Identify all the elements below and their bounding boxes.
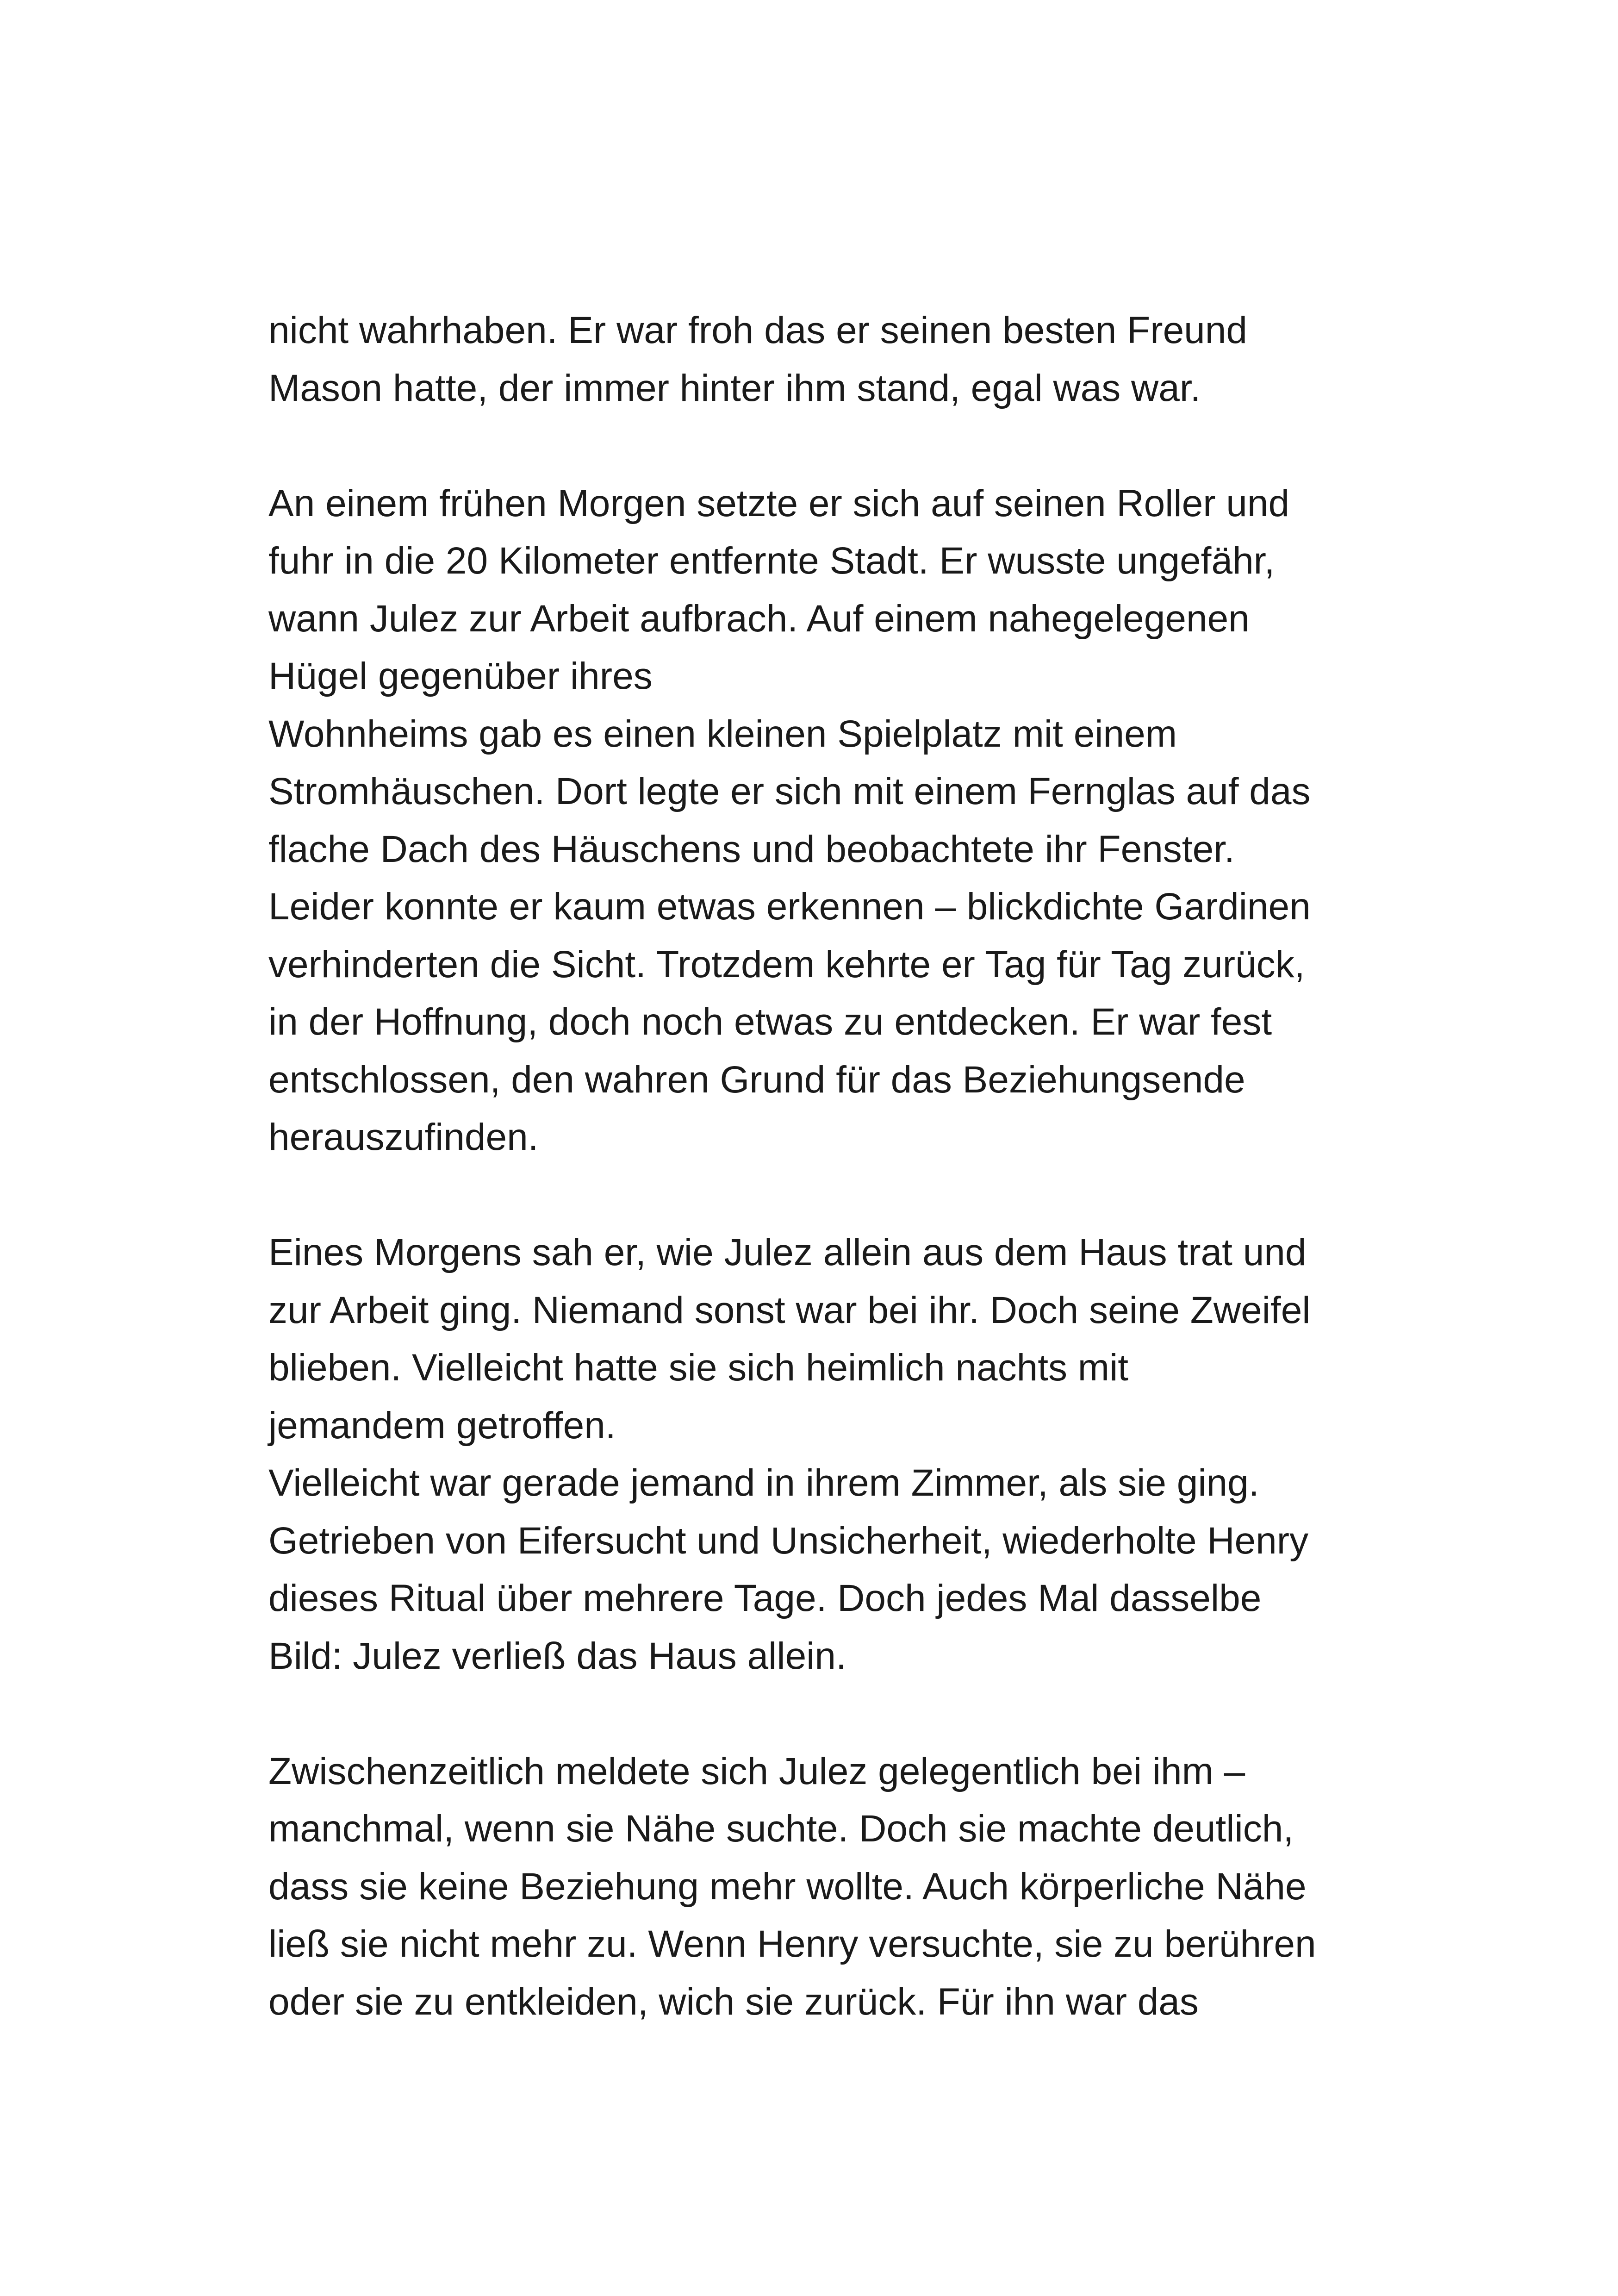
text-line: Hügel gegenüber ihres — [268, 655, 653, 697]
paragraph-spacer — [268, 1167, 1435, 1224]
text-line: Vielleicht war gerade jemand in ihrem Zimmer, als sie ging. — [268, 1462, 1259, 1504]
text-line: blieben. Vielleicht hatte sie sich heimlich nachts mit — [268, 1347, 1129, 1389]
text-line: entschlossen, den wahren Grund für das Beziehungsende — [268, 1058, 1245, 1101]
text-body — [268, 302, 1435, 2031]
paragraph-1 — [268, 302, 1435, 417]
text-line: in der Hoffnung, doch noch etwas zu entdecken. Er war fest — [268, 1001, 1272, 1043]
text-line: ließ sie nicht mehr zu. Wenn Henry versuchte, sie zu berühren — [268, 1923, 1316, 1965]
text-line: Mason hatte, der immer hinter ihm stand, egal was war. — [268, 367, 1201, 409]
text-line: flache Dach des Häuschens und beobachtete ihr Fenster. — [268, 828, 1235, 870]
text-line: manchmal, wenn sie Nähe suchte. Doch sie machte deutlich, — [268, 1808, 1294, 1850]
text-line: dass sie keine Beziehung mehr wollte. Auch körperliche Nähe — [268, 1865, 1307, 1908]
text-line: jemandem getroffen. — [268, 1404, 616, 1447]
text-line: Wohnheims gab es einen kleinen Spielplatz mit einem — [268, 712, 1177, 755]
paragraph-3 — [268, 1224, 1435, 1685]
text-line: Eines Morgens sah er, wie Julez allein aus dem Haus trat und — [268, 1231, 1307, 1273]
paragraph-4 — [268, 1743, 1435, 2031]
text-line: fuhr in die 20 Kilometer entfernte Stadt. Er wusste ungefähr, — [268, 540, 1275, 582]
text-line: zur Arbeit ging. Niemand sonst war bei ihr. Doch seine Zweifel — [268, 1289, 1311, 1331]
text-line: oder sie zu entkleiden, wich sie zurück. Für ihn war das — [268, 1980, 1199, 2023]
paragraph-spacer — [268, 417, 1435, 475]
text-line: dieses Ritual über mehrere Tage. Doch jedes Mal dasselbe — [268, 1577, 1262, 1619]
text-line: Bild: Julez verließ das Haus allein. — [268, 1635, 846, 1677]
text-line: herauszufinden. — [268, 1116, 539, 1158]
text-line: Stromhäuschen. Dort legte er sich mit einem Fernglas auf das — [268, 770, 1311, 812]
paragraph-2 — [268, 475, 1435, 1167]
text-line: Getrieben von Eifersucht und Unsicherheit, wiederholte Henry — [268, 1519, 1309, 1562]
text-line: An einem frühen Morgen setzte er sich auf seinen Roller und — [268, 482, 1290, 524]
text-line: verhinderten die Sicht. Trotzdem kehrte er Tag für Tag zurück, — [268, 943, 1305, 986]
text-line: wann Julez zur Arbeit aufbrach. Auf einem nahegelegenen — [268, 597, 1250, 640]
text-line: Leider konnte er kaum etwas erkennen – blickdichte Gardinen — [268, 886, 1311, 928]
text-line: nicht wahrhaben. Er war froh das er seinen besten Freund — [268, 309, 1247, 351]
paragraph-spacer — [268, 1685, 1435, 1743]
text-line: Zwischenzeitlich meldete sich Julez gelegentlich bei ihm – — [268, 1750, 1245, 1792]
